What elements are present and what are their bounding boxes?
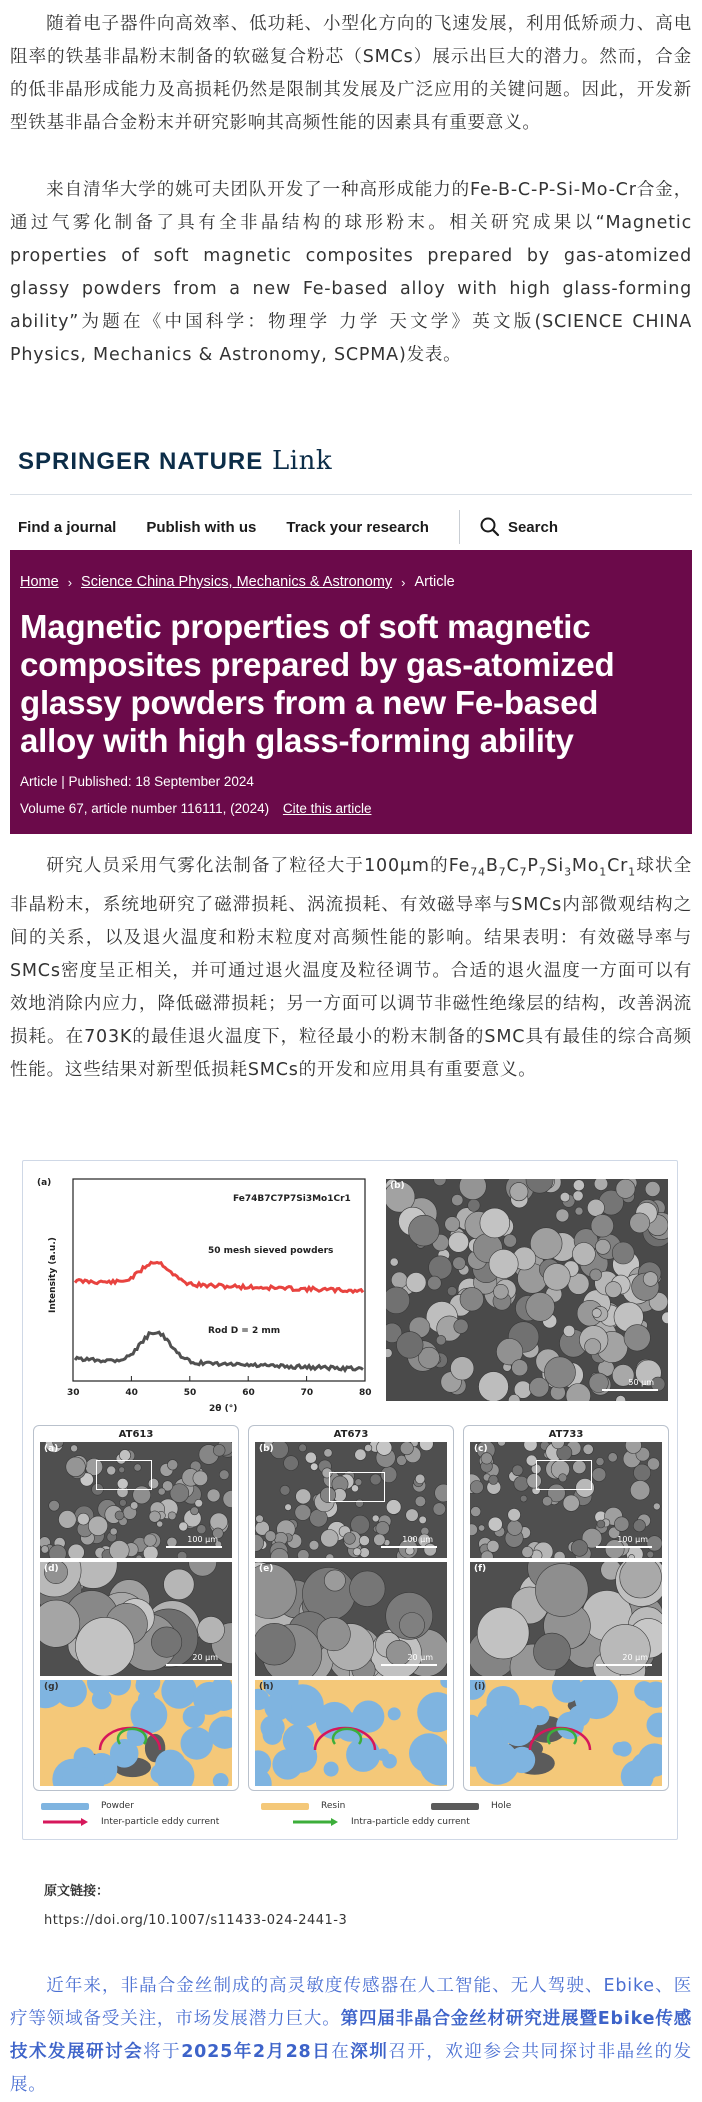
article-meta [20, 774, 254, 789]
springer-nature-logo[interactable] [18, 446, 332, 476]
legend-swatch [261, 1803, 309, 1810]
panel-column-at673 [248, 1425, 454, 1791]
xrd-chart [33, 1173, 373, 1415]
event-city: 深圳 [350, 2042, 389, 2062]
schematic [470, 1680, 662, 1786]
panel-label: (i) [474, 1682, 486, 1692]
scale-label: 20 μm [192, 1653, 218, 1662]
chevron-right-icon: › [67, 574, 73, 590]
scale-label: 100 μm [187, 1535, 218, 1544]
arrow-right-icon [41, 1817, 89, 1827]
xrd-tick-label: 60 [242, 1388, 255, 1398]
article-volume: Volume 67, article number 116111, (2024) [20, 801, 270, 816]
schematic [255, 1680, 447, 1786]
panel-label: (e) [259, 1564, 274, 1574]
legend-label: Hole [491, 1801, 512, 1811]
legend-label: Resin [321, 1801, 346, 1811]
legend-swatch [431, 1803, 479, 1810]
intro-text-2: 来自清华大学的姚可夫团队开发了一种高形成能力的Fe-B-C-P-Si-Mo-Cr合金，通过气雾化制备了具有全非晶结构的球形粉末。相关研究成果以“Magnetic properties of soft magnetic composites prepared by gas-atomized glassy powders from a new Fe-based alloy with high glass-forming ability”为题在《中国科学：物理学 力学 天文学》英文版(SCIENCE CHINA Physics, Mechanics & Astronomy, SCPMA)发表。 [10, 180, 692, 365]
panel-label: (a) [44, 1444, 59, 1454]
sem-low-mag [255, 1442, 447, 1558]
scale-bar [596, 1664, 652, 1666]
sem-image-b [386, 1179, 668, 1401]
alloy-formula [448, 856, 636, 879]
column-title-at733: AT733 [548, 1429, 584, 1440]
xrd-series-label-1: 50 mesh sieved powders [208, 1246, 334, 1256]
event-name: 第四届非晶合金丝材研究进展暨Ebike传感技术发展研讨会 [10, 2009, 692, 2062]
legend-intra [291, 1817, 470, 1827]
scale-label: 20 μm [622, 1653, 648, 1662]
brand-link: Link [272, 446, 333, 476]
source-link-url[interactable]: https://doi.org/10.1007/s11433-024-2441-3 [44, 1913, 348, 1928]
panel-label: (g) [44, 1682, 59, 1692]
closing-text-c: 将于 [143, 2042, 182, 2062]
formula-subscript: 7 [538, 865, 547, 879]
zoom-box [96, 1460, 152, 1490]
arrow-right-icon [291, 1817, 339, 1827]
legend-label: Intra-particle eddy current [351, 1817, 470, 1827]
panel-label: (b) [259, 1444, 274, 1454]
panel-column-at733 [463, 1425, 669, 1791]
legend-hole [431, 1801, 511, 1811]
legend-swatch [41, 1803, 89, 1810]
breadcrumb-journal[interactable]: Science China Physics, Mechanics & Astronomy [81, 574, 393, 590]
event-date: 2025年2月28日 [181, 2042, 332, 2062]
column-title-at673: AT673 [333, 1429, 369, 1440]
nav-find-journal[interactable]: Find a journal [18, 518, 117, 536]
scale-label: 100 μm [617, 1535, 648, 1544]
panel-label: (h) [259, 1682, 274, 1692]
formula-element: Cr [607, 856, 629, 876]
scale-bar [381, 1546, 437, 1548]
closing-text-e: 在 [331, 2042, 351, 2062]
sem-scale-bar [602, 1389, 658, 1391]
xrd-xlabel: 2θ (°) [209, 1404, 238, 1414]
sem-high-mag [40, 1562, 232, 1676]
sem-high-mag [470, 1562, 662, 1676]
scale-bar [166, 1664, 222, 1666]
figure [22, 1160, 678, 1840]
xrd-ylabel: Intensity (a.u.) [48, 1237, 58, 1313]
breadcrumb-home[interactable]: Home [20, 574, 59, 590]
xrd-formula: Fe74B7C7P7Si3Mo1Cr1 [233, 1194, 351, 1204]
scale-bar [166, 1546, 222, 1548]
sem-low-mag [40, 1442, 232, 1558]
breadcrumb [20, 574, 455, 590]
formula-element: Si [546, 856, 565, 876]
zoom-box [329, 1472, 385, 1502]
xrd-tick-label: 80 [359, 1388, 372, 1398]
schematic [40, 1680, 232, 1786]
legend-label: Inter-particle eddy current [101, 1817, 220, 1827]
nav-publish[interactable]: Publish with us [146, 518, 257, 536]
formula-subscript: 1 [628, 865, 636, 879]
closing-text-g: 召开，欢迎参会共同探讨非晶丝的发展。 [10, 2042, 692, 2095]
zoom-box [536, 1460, 592, 1490]
nav-search[interactable] [480, 517, 558, 537]
search-icon [480, 517, 500, 537]
formula-element: C [506, 856, 520, 876]
closing-paragraph [10, 1970, 692, 2102]
legend-label: Powder [101, 1801, 134, 1811]
sem-low-mag [470, 1442, 662, 1558]
formula-element: Mo [571, 856, 600, 876]
article-header [10, 550, 692, 834]
breadcrumb-article: Article [414, 574, 455, 590]
article-type: Article [20, 774, 58, 789]
scale-label: 100 μm [402, 1535, 433, 1544]
panel-label: (c) [474, 1444, 488, 1454]
article-title: Magnetic properties of soft magnetic composites prepared by gas-atomized glassy powders from a new Fe-based alloy with high glass-forming ability [20, 608, 615, 759]
xrd-series-label-2: Rod D = 2 mm [208, 1326, 281, 1336]
banner-nav [18, 512, 558, 542]
panel-label: (d) [44, 1564, 59, 1574]
formula-element: B [485, 856, 499, 876]
intro-paragraph-1 [10, 8, 692, 140]
scale-label: 20 μm [407, 1653, 433, 1662]
sem-high-mag [255, 1562, 447, 1676]
closing-text-a: 近年来，非晶合金丝制成的高灵敏度传感器在人工智能、无人驾驶、Ebike、医疗等领域备受关注，市场发展潜力巨大。 [10, 1976, 692, 2029]
formula-subscript: 3 [564, 865, 572, 879]
panel-a-label: (a) [37, 1178, 52, 1188]
brand-bold: SPRINGER NATURE [18, 448, 264, 475]
column-title-at613: AT613 [118, 1429, 154, 1440]
intro-text-1: 随着电子器件向高效率、低功耗、小型化方向的飞速发展，利用低矫顽力、高电阻率的铁基非晶粉末制备的软磁复合粉芯（SMCs）展示出巨大的潜力。然而，合金的低非晶形成能力及高损耗仍然是限制其发展及广泛应用的关键问题。因此，开发新型铁基非晶合金粉末并研究影响其高频性能的因素具有重要意义。 [10, 14, 692, 133]
formula-subscript: 74 [470, 865, 486, 879]
body-text-a: 研究人员采用气雾化法制备了粒径大于100μm的 [46, 856, 449, 876]
scale-bar [381, 1664, 437, 1666]
chevron-right-icon: › [401, 574, 406, 590]
panel-b-label: (b) [390, 1181, 405, 1191]
formula-subscript: 7 [519, 865, 528, 879]
body-text-b: 球状全非晶粉末，系统地研究了磁滞损耗、涡流损耗、有效磁导率与SMCs内部微观结构之间的关系，以及退火温度和粉末粒度对高频性能的影响。结果表明：有效磁导率与SMCs密度呈正相关，并可通过退火温度及粒径调节。合适的退火温度一方面可以有效地消除内应力，降低磁滞损耗；另一方面可以调节非磁性绝缘层的结构，改善涡流损耗。在703K的最佳退火温度下，粒径最小的粉末制备的SMC具有最佳的综合高频性能。这些结果对新型低损耗SMCs的开发和应用具有重要意义。 [10, 856, 693, 1080]
formula-element: Fe [448, 856, 471, 876]
scale-bar [596, 1546, 652, 1548]
meta-separator: | [61, 774, 69, 789]
article-published: Published: 18 September 2024 [68, 774, 254, 789]
intro-paragraph-2 [10, 174, 692, 372]
banner-divider [10, 494, 692, 495]
xrd-tick-label: 70 [300, 1388, 314, 1398]
nav-separator [459, 510, 460, 544]
xrd-tick-label: 30 [67, 1388, 80, 1398]
source-link-heading: 原文链接： [44, 1884, 110, 1899]
xrd-tick-label: 50 [183, 1388, 197, 1398]
legend-powder [41, 1801, 134, 1811]
xrd-tick-label: 40 [125, 1388, 138, 1398]
formula-element: P [527, 856, 539, 876]
cite-link[interactable]: Cite this article [282, 801, 372, 816]
legend-resin [261, 1801, 345, 1811]
article-volume-line [20, 801, 371, 816]
nav-track-research[interactable]: Track your research [286, 518, 429, 536]
formula-subscript: 1 [599, 865, 608, 879]
formula-subscript: 7 [498, 865, 507, 879]
panel-label: (f) [474, 1564, 487, 1574]
panel-column-at613 [33, 1425, 239, 1791]
search-label: Search [507, 518, 558, 536]
sem-scale-label: 50 μm [628, 1378, 654, 1387]
body-paragraph [10, 850, 692, 1087]
legend-inter [41, 1817, 219, 1827]
